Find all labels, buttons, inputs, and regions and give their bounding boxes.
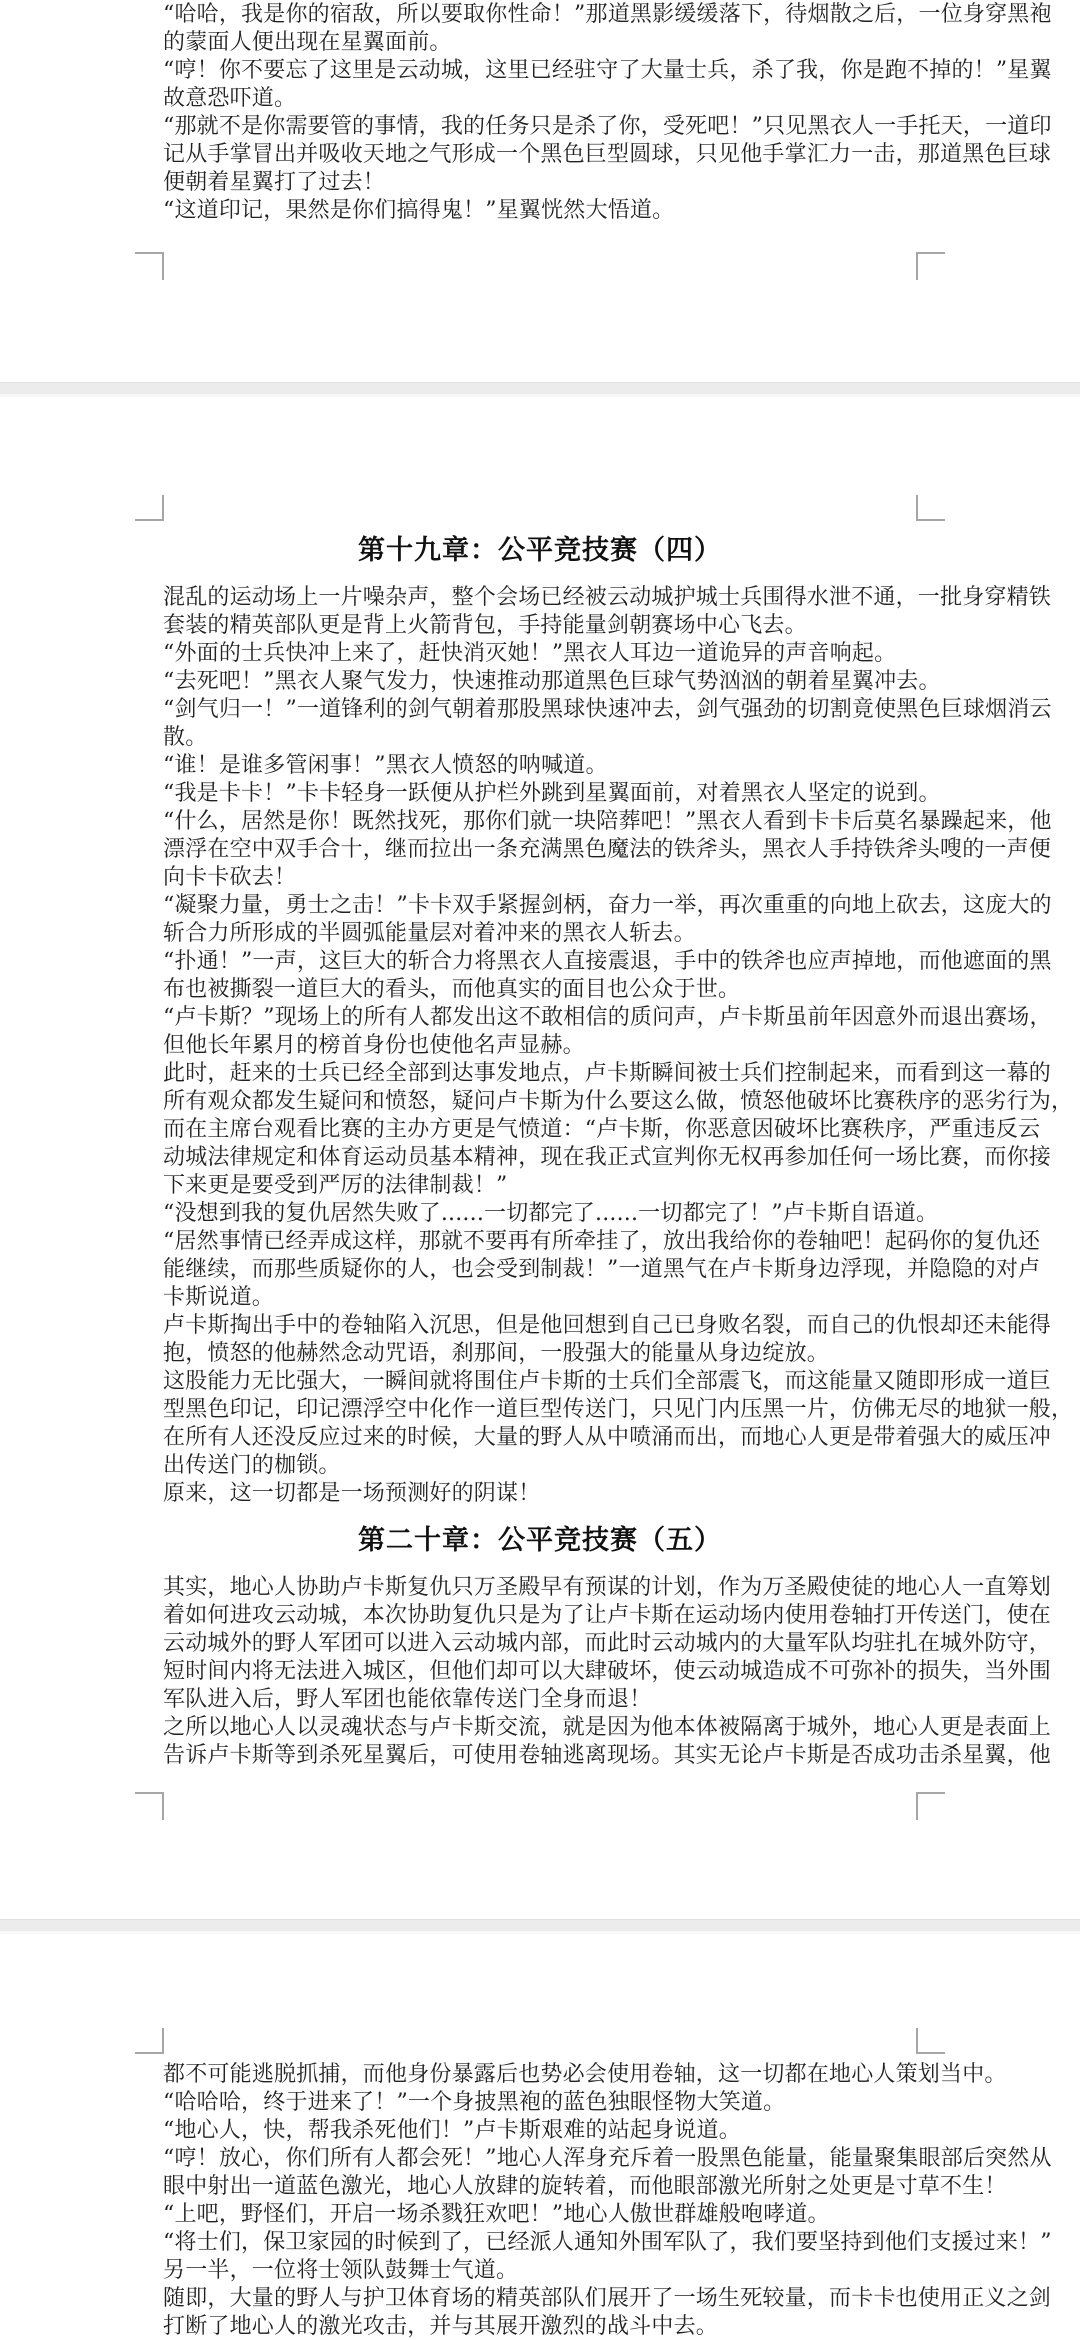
crop-mark-top-left (135, 2052, 163, 2054)
chapter-20-body (163, 1574, 1052, 1770)
text-line: 在所有人还没反应过来的时候，大量的野人从中喷涌而出，而地心人更是带着强大的威压冲 (163, 1425, 1052, 1450)
document-page-2 (0, 397, 1080, 1919)
document-page-1 (0, 0, 1080, 382)
text-line: 便朝着星翼打了过去！ (163, 170, 386, 195)
chapter-20-title: 第二十章：公平竞技赛（五） (358, 1525, 722, 1556)
text-line: 向卡卡砍去！ (163, 865, 297, 890)
crop-mark-top-left (135, 519, 163, 521)
text-line: “哼！放心，你们所有人都会死！”地心人浑身充斥着一股黑色能量，能量聚集眼部后突然从 (163, 2146, 1052, 2171)
text-line: 云动城外的野人军团可以进入云动城内部，而此时云动城内的大量军队均驻扎在城外防守， (163, 1631, 1052, 1656)
text-line: 散。 (163, 725, 208, 750)
text-line: 的蒙面人便出现在星翼面前。 (163, 30, 452, 55)
text-line: 漂浮在空中双手合十，继而拉出一条充满黑色魔法的铁斧头，黑衣人手持铁斧头嗖的一声便 (163, 837, 1052, 862)
text-line: 随即，大量的野人与护卫体育场的精英部队们展开了一场生死较量，而卡卡也使用正义之剑 (163, 2286, 1052, 2311)
text-line: 短时间内将无法进入城区，但他们却可以大肆破坏，使云动城造成不可弥补的损失，当外围 (163, 1659, 1052, 1684)
text-line: “去死吧！”黑衣人聚气发力，快速推动那道黑色巨球气势汹汹的朝着星翼冲去。 (163, 669, 941, 694)
text-line: 但他长年累月的榜首身份也使他名声显赫。 (163, 1033, 585, 1058)
crop-mark-bottom-left (135, 1792, 163, 1794)
chapter-19-body (163, 584, 1074, 1508)
crop-mark-bottom-left (162, 252, 164, 280)
text-line: “哼！你不要忘了这里是云动城，这里已经驻守了大量士兵，杀了我，你是跑不掉的！”星翼 (163, 58, 1052, 83)
page-2-text (163, 397, 1074, 1770)
text-line: 打断了地心人的激光攻击，并与其展开激烈的战斗中去。 (163, 2314, 719, 2339)
text-line: 之所以地心人以灵魂状态与卢卡斯交流，就是因为他本体被隔离于城外，地心人更是表面上 (163, 1715, 1052, 1740)
text-line: 其实，地心人协助卢卡斯复仇只万圣殿早有预谋的计划，作为万圣殿使徒的地心人一直筹划 (163, 1575, 1052, 1600)
text-line: 而在主席台观看比赛的主办方更是气愤道：“卢卡斯，你恶意因破坏比赛秩序，严重违反云 (163, 1117, 1041, 1142)
text-line: 卡斯说道。 (163, 1285, 275, 1310)
text-line: “凝聚力量，勇士之击！”卡卡双手紧握剑柄，奋力一举，再次重重的向地上砍去，这庞大的 (163, 893, 1052, 918)
crop-mark-top-right (917, 519, 945, 521)
text-line: 混乱的运动场上一片噪杂声，整个会场已经被云动城护城士兵围得水泄不通，一批身穿精铁 (163, 585, 1052, 610)
text-line: 出传送门的枷锁。 (163, 1453, 341, 1478)
page-separator (0, 1919, 1080, 1934)
crop-mark-bottom-left (135, 252, 163, 254)
text-line: 能继续，而那些质疑你的人，也会受到制裁！”一道黑气在卢卡斯身边浮现，并隐隐的对卢 (163, 1257, 1041, 1282)
text-line: 眼中射出一道蓝色激光，地心人放肆的旋转着，而他眼部激光所射之处更是寸草不生！ (163, 2174, 1007, 2199)
text-line: 军队进入后，野人军团也能依靠传送门全身而退！ (163, 1687, 652, 1712)
text-line: “那就不是你需要管的事情，我的任务只是杀了你，受死吧！”只见黑衣人一手托天，一道印 (163, 114, 1052, 139)
text-line: “哈哈哈，终于进来了！”一个身披黑袍的蓝色独眼怪物大笑道。 (163, 2090, 786, 2115)
text-line: 故意恐吓道。 (163, 86, 297, 111)
text-line: “居然事情已经弄成这样，那就不要再有所牵挂了，放出我给你的卷轴吧！起码你的复仇还 (163, 1229, 1041, 1254)
text-line: “将士们，保卫家园的时候到了，已经派人通知外围军队了，我们要坚持到他们支援过来！” (163, 2230, 1052, 2255)
page-3-text (163, 1934, 1052, 2340)
text-line: 布也被撕裂一道巨大的看头，而他真实的面目也公众于世。 (163, 977, 741, 1002)
text-line: “没想到我的复仇居然失败了......一切都完了......一切都完了！”卢卡斯自语道。 (163, 1201, 939, 1226)
text-line: 套装的精英部队更是背上火箭背包，手持能量剑朝赛场中心飞去。 (163, 613, 807, 638)
crop-mark-bottom-right (916, 1792, 918, 1820)
crop-mark-bottom-right (916, 252, 918, 280)
text-line: 这股能力无比强大，一瞬间就将围住卢卡斯的士兵们全部震飞，而这能量又随即形成一道巨 (163, 1369, 1052, 1394)
text-line: 着如何进攻云动城，本次协助复仇只是为了让卢卡斯在运动场内使用卷轴打开传送门，使在 (163, 1603, 1052, 1628)
text-line: “地心人，快，帮我杀死他们！”卢卡斯艰难的站起身说道。 (163, 2118, 741, 2143)
text-line: 卢卡斯掏出手中的卷轴陷入沉思，但是他回想到自己已身败名裂，而自己的仇恨却还未能得 (163, 1313, 1052, 1338)
text-line: “扑通！”一声，这巨大的斩合力将黑衣人直接震退，手中的铁斧也应声掉地，而他遮面的黑 (163, 949, 1052, 974)
text-line: “什么，居然是你！既然找死，那你们就一块陪葬吧！”黑衣人看到卡卡后莫名暴躁起来，他 (163, 809, 1052, 834)
text-line: 抱，愤怒的他赫然念动咒语，刹那间，一股强大的能量从身边绽放。 (163, 1341, 830, 1366)
text-line: “我是卡卡！”卡卡轻身一跃便从护栏外跳到星翼面前，对着黑衣人坚定的说到。 (163, 781, 941, 806)
text-line: 记从手掌冒出并吸收天地之气形成一个黑色巨型圆球，只见他手掌汇力一击，那道黑色巨球 (163, 142, 1052, 167)
text-line: “外面的士兵快冲上来了，赶快消灭她！”黑衣人耳边一道诡异的声音响起。 (163, 641, 897, 666)
crop-mark-bottom-right (917, 252, 945, 254)
page-separator (0, 382, 1080, 397)
page-separator-band (0, 382, 1080, 394)
text-line: 都不可能逃脱抓捕，而他身份暴露后也势必会使用卷轴，这一切都在地心人策划当中。 (163, 2062, 1007, 2087)
text-line: “谁！是谁多管闲事！”黑衣人愤怒的呐喊道。 (163, 753, 608, 778)
text-line: 所有观众都发生疑问和愤怒，疑问卢卡斯为什么要这么做，愤怒他破坏比赛秩序的恶劣行为， (163, 1089, 1074, 1114)
text-line: 此时，赶来的士兵已经全部到达事发地点，卢卡斯瞬间被士兵们控制起来，而看到这一幕的 (163, 1061, 1052, 1086)
text-line: “卢卡斯？”现场上的所有人都发出这不敢相信的质问声，卢卡斯虽前年因意外而退出赛场， (163, 1005, 1052, 1030)
text-line: 告诉卢卡斯等到杀死星翼后，可使用卷轴逃离现场。其实无论卢卡斯是否成功击杀星翼，他 (163, 1743, 1052, 1768)
text-line: “剑气归一！”一道锋利的剑气朝着那股黑球快速冲去，剑气强劲的切割竟使黑色巨球烟消云 (163, 697, 1052, 722)
document-page-3 (0, 1934, 1080, 2340)
text-line: 原来，这一切都是一场预测好的阴谋！ (163, 1481, 541, 1506)
page-1-text (163, 0, 1052, 225)
crop-mark-bottom-left (162, 1792, 164, 1820)
chapter-19-title: 第十九章：公平竞技赛（四） (358, 535, 722, 566)
text-line: “哈哈，我是你的宿敌，所以要取你性命！”那道黑影缓缓落下，待烟散之后，一位身穿黑袍 (163, 2, 1052, 27)
text-line: 下来更是要受到严厉的法律制裁！” (163, 1173, 508, 1198)
text-line: 斩合力所形成的半圆弧能量层对着冲来的黑衣人斩去。 (163, 921, 696, 946)
text-line: “这道印记，果然是你们搞得鬼！”星翼恍然大悟道。 (163, 198, 675, 223)
crop-mark-bottom-right (917, 1792, 945, 1794)
text-line: “上吧，野怪们，开启一场杀戮狂欢吧！”地心人傲世群雄般咆哮道。 (163, 2202, 830, 2227)
text-line: 型黑色印记，印记漂浮空中化作一道巨型传送门，只见门内压黑一片，仿佛无尽的地狱一般， (163, 1397, 1074, 1422)
crop-mark-top-right (917, 2052, 945, 2054)
text-line: 动城法律规定和体育运动员基本精神，现在我正式宣判你无权再参加任何一场比赛，而你接 (163, 1145, 1052, 1170)
text-line: 另一半，一位将士领队鼓舞士气道。 (163, 2258, 519, 2283)
page-separator-band (0, 1919, 1080, 1931)
